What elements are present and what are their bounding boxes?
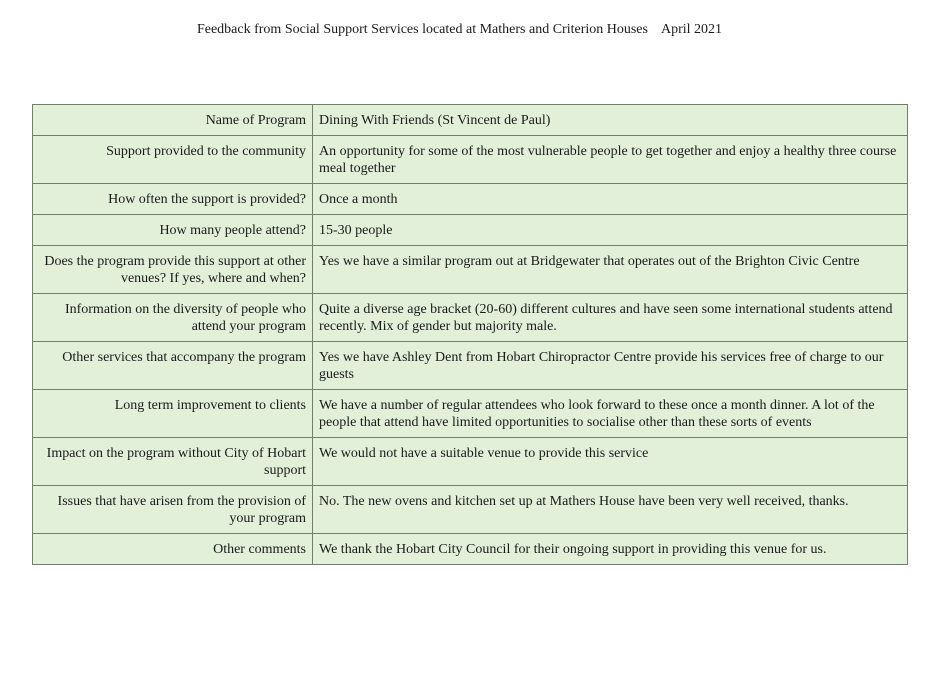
row-value: No. The new ovens and kitchen set up at Mathers House have been very well received, thanks.	[313, 486, 908, 534]
row-value: An opportunity for some of the most vulnerable people to get together and enjoy a healthy three course meal together	[313, 136, 908, 184]
row-label: Impact on the program without City of Hobart support	[33, 438, 313, 486]
row-label: How many people attend?	[33, 215, 313, 246]
row-value: 15-30 people	[313, 215, 908, 246]
feedback-table	[32, 104, 908, 565]
table-row	[33, 184, 908, 215]
row-value: Dining With Friends (St Vincent de Paul)	[313, 105, 908, 136]
document-title	[0, 21, 919, 39]
table-row	[33, 390, 908, 438]
row-label: Name of Program	[33, 105, 313, 136]
row-value: Once a month	[313, 184, 908, 215]
row-label: Support provided to the community	[33, 136, 313, 184]
table-row	[33, 486, 908, 534]
table-row	[33, 136, 908, 184]
row-value: We would not have a suitable venue to provide this service	[313, 438, 908, 486]
table-row	[33, 105, 908, 136]
row-label: Other comments	[33, 534, 313, 565]
row-value: Yes we have a similar program out at Bridgewater that operates out of the Brighton Civic Centre	[313, 246, 908, 294]
row-value: Yes we have Ashley Dent from Hobart Chiropractor Centre provide his services free of charge to our guests	[313, 342, 908, 390]
document-date: April 2021	[660, 22, 723, 37]
row-label: Issues that have arisen from the provision of your program	[33, 486, 313, 534]
row-label: Information on the diversity of people who attend your program	[33, 294, 313, 342]
table-row	[33, 246, 908, 294]
table-row	[33, 294, 908, 342]
row-label: Long term improvement to clients	[33, 390, 313, 438]
row-value: We thank the Hobart City Council for their ongoing support in providing this venue for us.	[313, 534, 908, 565]
row-label: Does the program provide this support at other venues? If yes, where and when?	[33, 246, 313, 294]
table-row	[33, 342, 908, 390]
row-label: How often the support is provided?	[33, 184, 313, 215]
table-row	[33, 438, 908, 486]
row-value: Quite a diverse age bracket (20-60) different cultures and have seen some international students attend recently. Mix of gender but majority male.	[313, 294, 908, 342]
row-label: Other services that accompany the program	[33, 342, 313, 390]
table-row	[33, 534, 908, 565]
table-row	[33, 215, 908, 246]
document-title-text: Feedback from Social Support Services located at Mathers and Criterion Houses	[196, 22, 648, 37]
row-value: We have a number of regular attendees who look forward to these once a month dinner. A lot of the people that attend have limited opportunities to socialise other than these sorts of events	[313, 390, 908, 438]
